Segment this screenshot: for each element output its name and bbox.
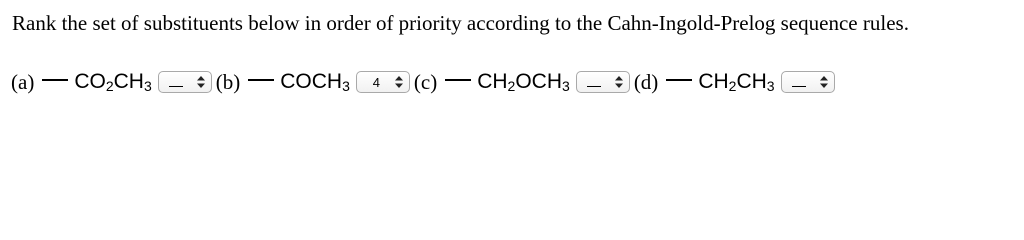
formula-subscript: 3	[342, 78, 350, 94]
empty-selection-line	[587, 86, 601, 87]
formula-subscript: 3	[562, 78, 570, 94]
substituent-item-c	[414, 70, 634, 95]
substituent-item-b	[216, 70, 414, 95]
formula-subscript: 3	[143, 78, 152, 94]
updown-arrows-icon	[817, 74, 831, 90]
formula-part: CH	[736, 70, 767, 93]
bond-dash	[42, 79, 68, 81]
item-label: (a)	[11, 69, 35, 94]
bond-dash	[248, 79, 274, 81]
substituent-item-a	[11, 70, 216, 95]
empty-selection-line	[169, 86, 183, 87]
formula-subscript: 3	[766, 78, 775, 94]
updown-arrows-icon	[194, 74, 208, 90]
item-label: (c)	[413, 69, 438, 94]
formula-part: OCH	[515, 70, 563, 93]
substituent-formula	[666, 70, 774, 94]
substituent-formula	[42, 70, 151, 94]
substituent-formula	[445, 70, 570, 94]
rank-select-d[interactable]	[781, 71, 835, 93]
formula-part: CH	[477, 70, 508, 93]
substituent-formula	[248, 70, 350, 94]
rank-select-c[interactable]	[576, 71, 630, 93]
formula-part: CH	[113, 70, 144, 93]
rank-select-b[interactable]	[356, 71, 410, 93]
selected-value: 4	[372, 74, 380, 90]
question-text: Rank the set of substituents below in order of priority according to the Cahn-Ingold-Prelog sequence rules.	[12, 11, 909, 35]
formula-subscript: 2	[507, 78, 516, 94]
formula-subscript: 2	[105, 78, 114, 94]
formula-part: COCH	[280, 70, 343, 93]
item-label: (b)	[215, 69, 241, 94]
bond-dash	[666, 79, 692, 81]
item-label: (d)	[633, 69, 659, 94]
rank-select-a[interactable]	[158, 71, 212, 93]
formula-part: CO	[74, 70, 106, 93]
updown-arrows-icon	[392, 74, 406, 90]
bond-dash	[445, 79, 471, 81]
empty-selection-line	[792, 86, 806, 87]
substituent-row	[11, 64, 839, 100]
formula-part: CH	[698, 70, 729, 93]
formula-subscript: 2	[728, 78, 737, 94]
updown-arrows-icon	[612, 74, 626, 90]
substituent-item-d	[634, 70, 839, 95]
